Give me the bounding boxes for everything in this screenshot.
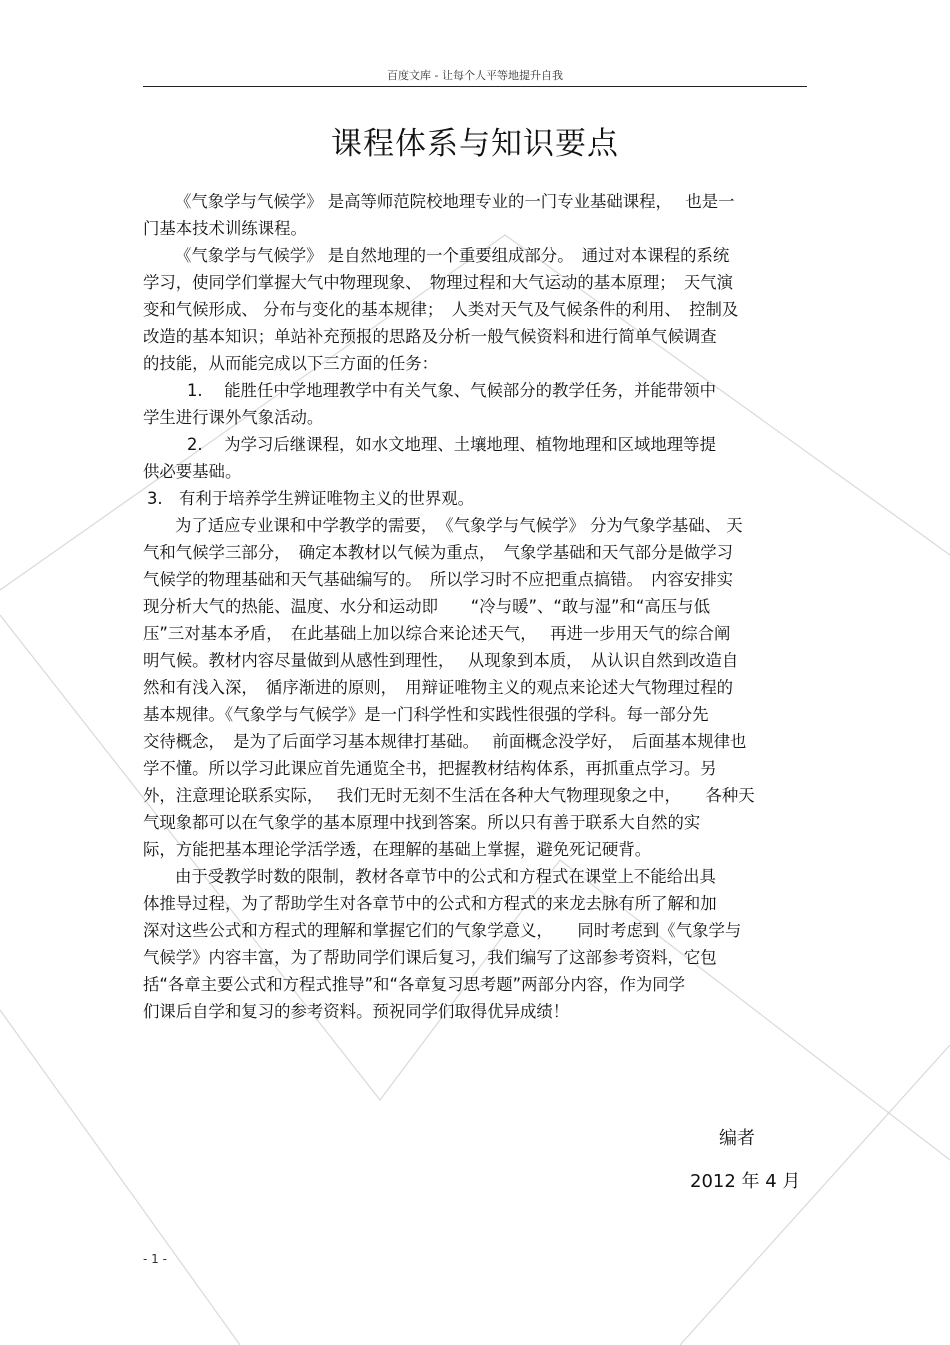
body-line: 学习，使同学们掌握大气中物理现象、 物理过程和大气运动的基本原理； 天气演 [143,273,734,292]
body-line: 学不懂。所以学习此课应首先通览全书，把握教材结构体系，再抓重点学习。另 [143,759,717,778]
body-line: 变和气候形成、 分布与变化的基本规律； 人类对天气及气候条件的利用、 控制及 [143,300,739,319]
body-line: 交待概念， 是为了后面学习基本规律打基础。 前面概念没学好， 后面基本规律也 [143,732,747,751]
body-line: 体推导过程，为了帮助学生对各章节中的公式和方程式的来龙去脉有所了解和加 [143,894,717,913]
body-line: 际，方能把基本理论学活学透，在理解的基础上掌握，避免死记硬背。 [143,840,652,859]
page-number: - 1 - [143,1252,167,1266]
body-line: 的技能，从而能完成以下三方面的任务： [143,354,439,373]
document-body [143,188,807,1025]
body-line: 《气象学与气候学》 是高等师范院校地理专业的一门专业基础课程， 也是一 [175,192,735,211]
body-line: 明气候。教材内容尽量做到从感性到理性， 从现象到本质， 从认识自然到改造自 [143,651,739,670]
body-line: 3. 有利于培养学生辨证唯物主义的世界观。 [147,489,475,508]
body-line: 压”三对基本矛盾， 在此基础上加以综合来论述天气， 再进一步用天气的综合阐 [143,624,731,643]
body-line: 基本规律。《气象学与气候学》是一门科学性和实践性很强的学科。每一部分先 [143,705,709,724]
header-divider [143,86,807,87]
body-line: 为了适应专业课和中学教学的需要， 《气象学与气候学》 分为气象学基础、 天 [175,516,743,535]
page-header: 百度文库 - 让每个人平等地提升自我 [387,69,563,82]
body-line: 1. 能胜任中学地理教学中有关气象、气候部分的教学任务，并能带领中 [187,381,716,400]
body-line: 2. 为学习后继课程，如水文地理、土壤地理、植物地理和区域地理等提 [187,435,716,454]
body-line: 由于受教学时数的限制，教材各章节中的公式和方程式在课堂上不能给出具 [175,867,716,886]
body-line: 们课后自学和复习的参考资料。预祝同学们取得优异成绩！ [143,1002,570,1021]
body-line: 改造的基本知识；单站补充预报的思路及分析一般气候资料和进行简单气候调查 [143,327,717,346]
body-line: 气和气候学三部分， 确定本教材以气候为重点， 气象学基础和天气部分是做学习 [143,543,734,562]
body-line: 供必要基础。 [143,462,242,481]
body-line: 然和有浅入深， 循序渐进的原则， 用辩证唯物主义的观点来论述大气物理过程的 [143,678,734,697]
signature-author: 编者 [719,1128,755,1149]
document-title: 课程体系与知识要点 [331,126,619,162]
body-line: 深对这些公式和方程式的理解和掌握它们的气象学意义， 同时考虑到《气象学与 [143,921,742,940]
body-line: 《气象学与气候学》 是自然地理的一个重要组成部分。 通过对本课程的系统 [175,246,730,265]
body-line: 学生进行课外气象活动。 [143,408,324,427]
body-line: 气候学的物理基础和天气基础编写的。 所以学习时不应把重点搞错。 内容安排实 [143,570,734,589]
body-line: 气候学》内容丰富，为了帮助同学们课后复习，我们编写了这部参考资料，它包 [143,948,717,967]
body-line: 外，注意理论联系实际， 我们无时无刻不生活在各种大气物理现象之中， 各种天 [143,786,755,805]
body-line: 气现象都可以在气象学的基本原理中找到答案。所以只有善于联系大自然的实 [143,813,701,832]
body-line: 现分析大气的热能、温度、水分和运动即 “冷与暖”、“敢与湿”和“高压与低 [143,597,710,616]
body-line: 括“各章主要公式和方程式推导”和“各章复习思考题”两部分内容，作为同学 [143,975,686,994]
body-line: 门基本技术训练课程。 [143,219,307,238]
signature-date: 2012 年 4 月 [690,1171,801,1192]
